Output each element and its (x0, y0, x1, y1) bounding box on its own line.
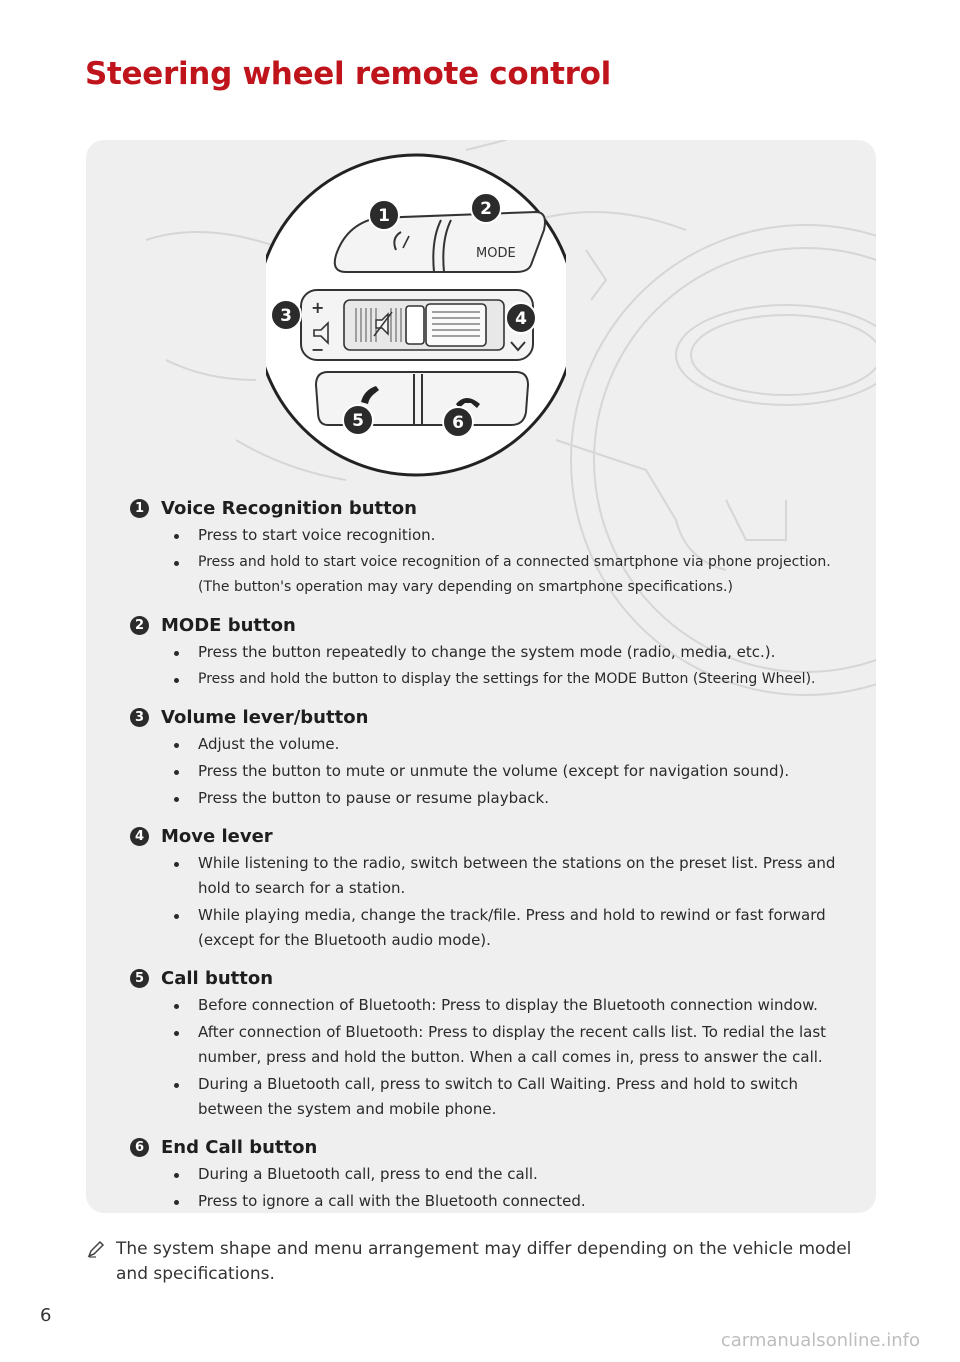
item-call (124, 965, 864, 1122)
bullet: During a Bluetooth call, press to switch to Call Waiting. Press and hold to switch between the system and mobile phone. (174, 1072, 864, 1122)
item-end-call (124, 1134, 864, 1213)
watermark: carmanualsonline.info (720, 1330, 920, 1351)
note-text: The system shape and menu arrangement may differ depending on the vehicle model and specifications. (116, 1239, 852, 1284)
item-title: End Call button (161, 1136, 318, 1158)
bullet: Press the button to pause or resume playback. (174, 786, 864, 811)
bullet: During a Bluetooth call, press to end the call. (174, 1162, 864, 1187)
bullet: Press to ignore a call with the Bluetooth connected. (174, 1189, 864, 1213)
page-number: 6 (40, 1305, 52, 1326)
callout-4 (506, 303, 536, 333)
callout-1 (369, 200, 399, 230)
item-title: Call button (161, 967, 274, 989)
pencil-note-icon (86, 1237, 116, 1287)
bullet: Before connection of Bluetooth: Press to display the Bluetooth connection window. (174, 993, 864, 1018)
item-number: 3 (130, 708, 149, 727)
volume-minus-label: − (311, 340, 325, 359)
steering-controls-diagram (266, 150, 566, 490)
callout-5 (343, 405, 373, 435)
bullet: After connection of Bluetooth: Press to display the recent calls list. To redial the last number, press and hold the button. When a call comes in, press to answer the call. (174, 1020, 864, 1070)
svg-text:1: 1 (378, 206, 390, 226)
note (86, 1237, 866, 1287)
volume-plus-label: + (311, 298, 325, 317)
item-number: 2 (130, 616, 149, 635)
item-title: Voice Recognition button (161, 497, 417, 519)
button-descriptions (124, 495, 864, 1213)
bullet: Press and hold the button to display the settings for the MODE Button (Steering Wheel). (174, 667, 864, 692)
item-move-lever (124, 823, 864, 953)
svg-text:3: 3 (280, 306, 292, 326)
svg-text:6: 6 (452, 413, 464, 433)
item-number: 6 (130, 1138, 149, 1157)
callout-6 (443, 407, 473, 437)
bullet: Adjust the volume. (174, 732, 864, 757)
bullet: Press the button to mute or unmute the volume (except for navigation sound). (174, 759, 864, 784)
item-title: MODE button (161, 614, 296, 636)
bullet: Press to start voice recognition. (174, 523, 864, 548)
svg-text:2: 2 (480, 199, 492, 219)
item-number: 5 (130, 969, 149, 988)
bullet: While listening to the radio, switch between the stations on the preset list. Press and hold to search for a station. (174, 851, 864, 901)
item-title: Volume lever/button (161, 706, 369, 728)
bullet: Press the button repeatedly to change the system mode (radio, media, etc.). (174, 640, 864, 665)
item-number: 1 (130, 499, 149, 518)
mode-label: MODE (476, 246, 516, 261)
item-voice-recognition (124, 495, 864, 600)
page-title: Steering wheel remote control (85, 56, 611, 92)
svg-text:5: 5 (352, 411, 364, 431)
callout-2 (471, 193, 501, 223)
illustration-panel (86, 140, 876, 1213)
svg-text:4: 4 (515, 309, 527, 329)
bullet: Press and hold to start voice recognition of a connected smartphone via phone projection. (The button's operation may vary depending on smartphone specifications.) (174, 550, 864, 600)
item-volume (124, 704, 864, 811)
callout-3 (271, 300, 301, 330)
item-number: 4 (130, 827, 149, 846)
bullet: While playing media, change the track/file. Press and hold to rewind or fast forward (except for the Bluetooth audio mode). (174, 903, 864, 953)
item-mode (124, 612, 864, 692)
item-title: Move lever (161, 825, 273, 847)
